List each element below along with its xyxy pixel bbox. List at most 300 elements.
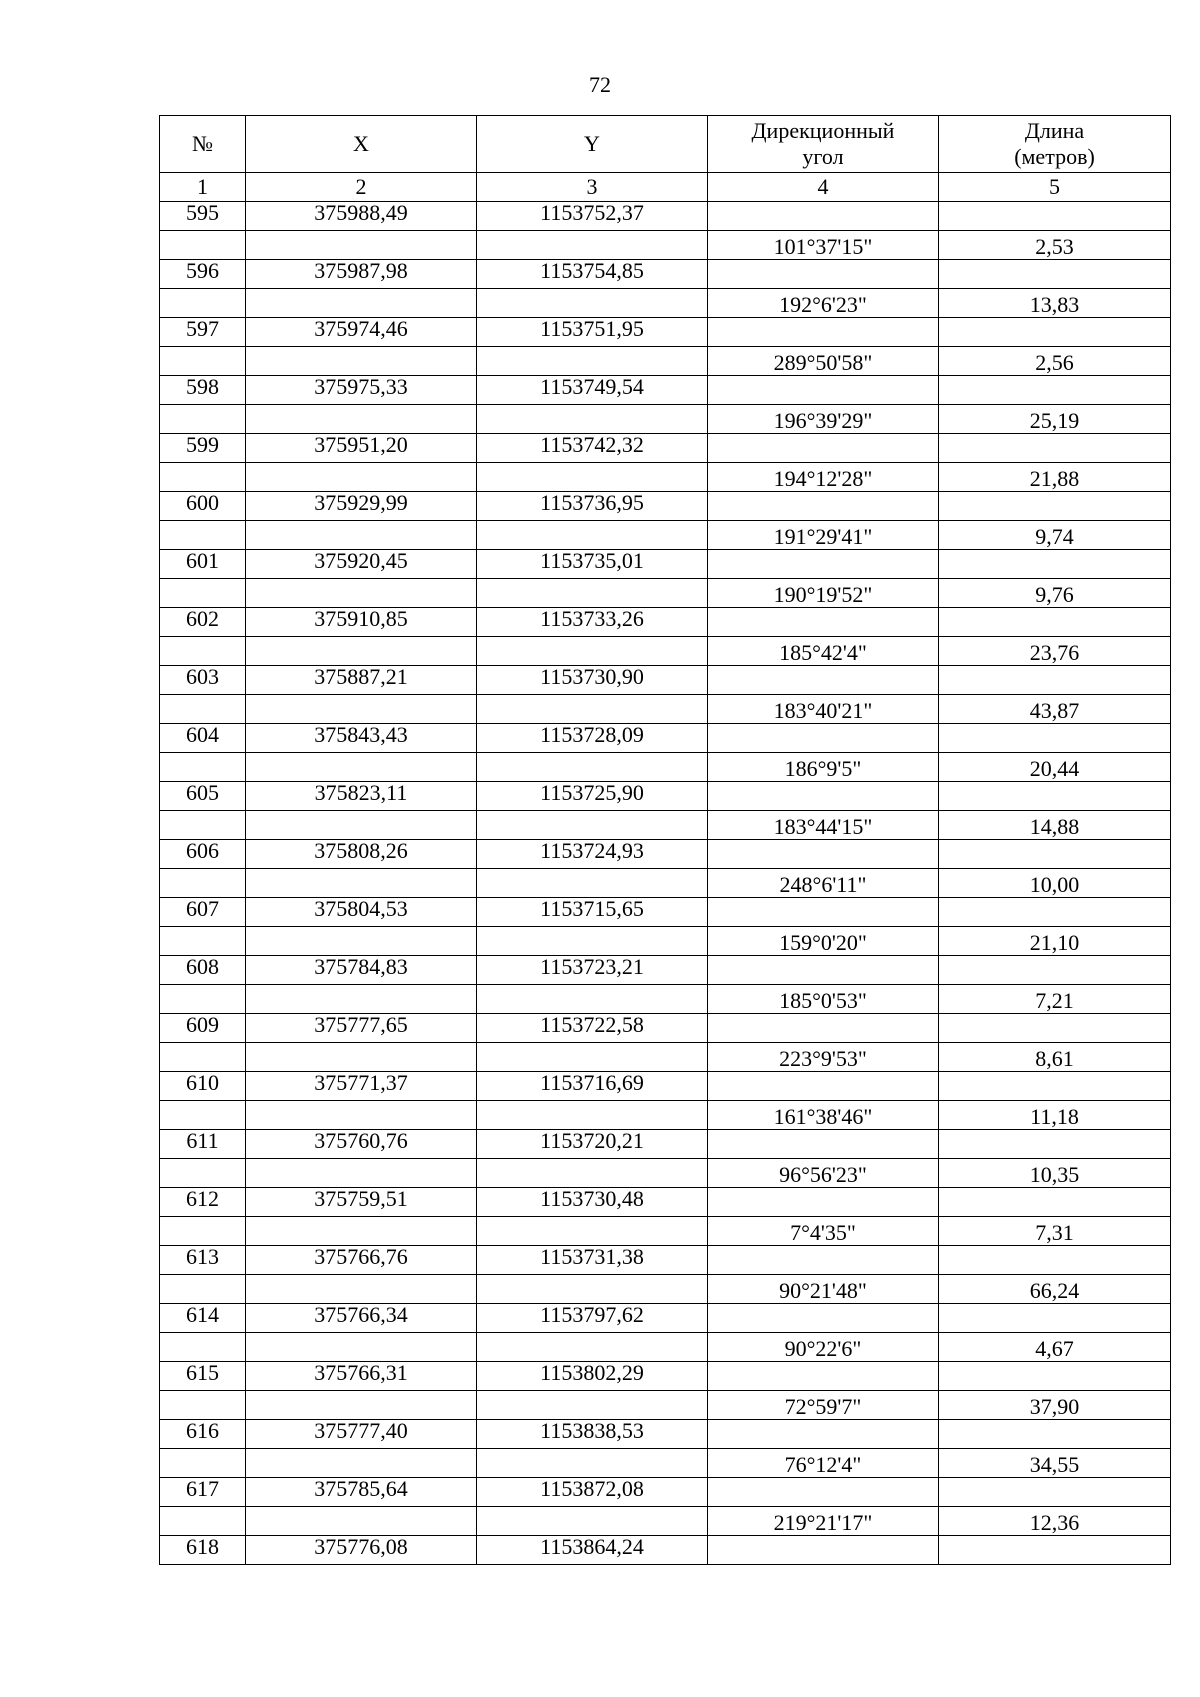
- length-cell: 9,76: [939, 579, 1171, 608]
- segment-row: [160, 1507, 1171, 1536]
- point-number-cell: [160, 463, 246, 492]
- point-number-cell: [160, 927, 246, 956]
- point-number-cell: 607: [160, 898, 246, 927]
- x-coordinate-cell: [246, 521, 477, 550]
- point-number-cell: 611: [160, 1130, 246, 1159]
- point-number-cell: [160, 579, 246, 608]
- x-coordinate-cell: 375784,83: [246, 956, 477, 985]
- direction-angle-cell: 90°22'6": [708, 1333, 939, 1362]
- point-row: [160, 1188, 1171, 1217]
- length-cell: 21,10: [939, 927, 1171, 956]
- segment-row: [160, 1101, 1171, 1130]
- length-cell: [939, 1304, 1171, 1333]
- length-cell: 14,88: [939, 811, 1171, 840]
- length-cell: [939, 202, 1171, 231]
- length-cell: [939, 1420, 1171, 1449]
- direction-angle-cell: [708, 956, 939, 985]
- table-body: [160, 202, 1171, 1565]
- direction-angle-cell: [708, 202, 939, 231]
- column-number: 4: [708, 173, 939, 202]
- point-number-cell: [160, 637, 246, 666]
- column-number: 2: [246, 173, 477, 202]
- point-number-cell: 597: [160, 318, 246, 347]
- length-cell: 12,36: [939, 1507, 1171, 1536]
- point-number-cell: [160, 289, 246, 318]
- y-coordinate-cell: [477, 985, 708, 1014]
- direction-angle-cell: 183°44'15": [708, 811, 939, 840]
- direction-angle-cell: [708, 1188, 939, 1217]
- length-cell: [939, 1072, 1171, 1101]
- length-cell: 23,76: [939, 637, 1171, 666]
- x-coordinate-cell: [246, 1159, 477, 1188]
- x-coordinate-cell: [246, 1449, 477, 1478]
- point-number-cell: [160, 869, 246, 898]
- y-coordinate-cell: 1153749,54: [477, 376, 708, 405]
- x-coordinate-cell: [246, 579, 477, 608]
- column-number: 5: [939, 173, 1171, 202]
- point-number-cell: 613: [160, 1246, 246, 1275]
- x-coordinate-cell: [246, 811, 477, 840]
- y-coordinate-cell: [477, 1101, 708, 1130]
- point-number-cell: 614: [160, 1304, 246, 1333]
- header-length: [939, 116, 1171, 173]
- point-row: [160, 840, 1171, 869]
- point-row: [160, 260, 1171, 289]
- x-coordinate-cell: 375766,34: [246, 1304, 477, 1333]
- segment-row: [160, 1275, 1171, 1304]
- point-row: [160, 1478, 1171, 1507]
- point-number-cell: [160, 405, 246, 434]
- length-cell: [939, 1188, 1171, 1217]
- x-coordinate-cell: 375988,49: [246, 202, 477, 231]
- x-coordinate-cell: [246, 869, 477, 898]
- point-row: [160, 1362, 1171, 1391]
- x-coordinate-cell: [246, 1333, 477, 1362]
- length-cell: [939, 492, 1171, 521]
- segment-row: [160, 405, 1171, 434]
- direction-angle-cell: 248°6'11": [708, 869, 939, 898]
- length-cell: 10,00: [939, 869, 1171, 898]
- segment-row: [160, 753, 1171, 782]
- header-number: №: [160, 116, 246, 173]
- point-row: [160, 1072, 1171, 1101]
- column-number: 1: [160, 173, 246, 202]
- y-coordinate-cell: 1153797,62: [477, 1304, 708, 1333]
- x-coordinate-cell: 375759,51: [246, 1188, 477, 1217]
- direction-angle-cell: 196°39'29": [708, 405, 939, 434]
- point-row: [160, 1130, 1171, 1159]
- y-coordinate-cell: 1153725,90: [477, 782, 708, 811]
- header-x: X: [246, 116, 477, 173]
- y-coordinate-cell: 1153751,95: [477, 318, 708, 347]
- x-coordinate-cell: 375776,08: [246, 1536, 477, 1565]
- coordinates-table: [159, 115, 1171, 1565]
- point-number-cell: [160, 1275, 246, 1304]
- y-coordinate-cell: [477, 289, 708, 318]
- y-coordinate-cell: 1153736,95: [477, 492, 708, 521]
- point-number-cell: [160, 1391, 246, 1420]
- length-cell: 10,35: [939, 1159, 1171, 1188]
- point-row: [160, 782, 1171, 811]
- length-cell: 2,56: [939, 347, 1171, 376]
- column-number-row: [160, 173, 1171, 202]
- x-coordinate-cell: [246, 985, 477, 1014]
- length-cell: [939, 318, 1171, 347]
- direction-angle-cell: [708, 550, 939, 579]
- point-number-cell: 609: [160, 1014, 246, 1043]
- x-coordinate-cell: [246, 1217, 477, 1246]
- x-coordinate-cell: [246, 463, 477, 492]
- length-cell: [939, 1130, 1171, 1159]
- x-coordinate-cell: 375929,99: [246, 492, 477, 521]
- direction-angle-cell: 72°59'7": [708, 1391, 939, 1420]
- x-coordinate-cell: [246, 405, 477, 434]
- direction-angle-cell: [708, 1362, 939, 1391]
- point-number-cell: 599: [160, 434, 246, 463]
- segment-row: [160, 811, 1171, 840]
- y-coordinate-cell: [477, 347, 708, 376]
- direction-angle-cell: [708, 666, 939, 695]
- x-coordinate-cell: 375760,76: [246, 1130, 477, 1159]
- point-row: [160, 318, 1171, 347]
- length-cell: 34,55: [939, 1449, 1171, 1478]
- segment-row: [160, 463, 1171, 492]
- length-cell: [939, 260, 1171, 289]
- direction-angle-cell: [708, 434, 939, 463]
- direction-angle-cell: [708, 1536, 939, 1565]
- length-cell: [939, 956, 1171, 985]
- point-number-cell: 605: [160, 782, 246, 811]
- header-y: Y: [477, 116, 708, 173]
- direction-angle-cell: 192°6'23": [708, 289, 939, 318]
- length-cell: 25,19: [939, 405, 1171, 434]
- length-cell: 2,53: [939, 231, 1171, 260]
- direction-angle-cell: 185°42'4": [708, 637, 939, 666]
- point-row: [160, 434, 1171, 463]
- point-number-cell: 617: [160, 1478, 246, 1507]
- x-coordinate-cell: 375823,11: [246, 782, 477, 811]
- point-number-cell: [160, 985, 246, 1014]
- y-coordinate-cell: 1153752,37: [477, 202, 708, 231]
- direction-angle-cell: 7°4'35": [708, 1217, 939, 1246]
- y-coordinate-cell: 1153731,38: [477, 1246, 708, 1275]
- segment-row: [160, 289, 1171, 318]
- y-coordinate-cell: [477, 695, 708, 724]
- length-cell: [939, 782, 1171, 811]
- length-cell: [939, 724, 1171, 753]
- direction-angle-cell: 186°9'5": [708, 753, 939, 782]
- point-row: [160, 492, 1171, 521]
- point-number-cell: 596: [160, 260, 246, 289]
- direction-angle-cell: [708, 608, 939, 637]
- x-coordinate-cell: 375887,21: [246, 666, 477, 695]
- length-cell: 21,88: [939, 463, 1171, 492]
- segment-row: [160, 1217, 1171, 1246]
- length-cell: [939, 898, 1171, 927]
- point-number-cell: 600: [160, 492, 246, 521]
- segment-row: [160, 1333, 1171, 1362]
- x-coordinate-cell: 375808,26: [246, 840, 477, 869]
- x-coordinate-cell: [246, 289, 477, 318]
- segment-row: [160, 521, 1171, 550]
- direction-angle-cell: 289°50'58": [708, 347, 939, 376]
- length-cell: [939, 1246, 1171, 1275]
- y-coordinate-cell: [477, 1275, 708, 1304]
- segment-row: [160, 231, 1171, 260]
- point-number-cell: 615: [160, 1362, 246, 1391]
- length-cell: 7,31: [939, 1217, 1171, 1246]
- point-number-cell: 595: [160, 202, 246, 231]
- x-coordinate-cell: [246, 1391, 477, 1420]
- page-number: 72: [589, 72, 611, 97]
- length-cell: 9,74: [939, 521, 1171, 550]
- x-coordinate-cell: 375777,40: [246, 1420, 477, 1449]
- y-coordinate-cell: 1153733,26: [477, 608, 708, 637]
- y-coordinate-cell: 1153742,32: [477, 434, 708, 463]
- y-coordinate-cell: 1153723,21: [477, 956, 708, 985]
- point-number-cell: 604: [160, 724, 246, 753]
- segment-row: [160, 869, 1171, 898]
- direction-angle-cell: [708, 376, 939, 405]
- direction-angle-cell: 101°37'15": [708, 231, 939, 260]
- direction-angle-cell: 190°19'52": [708, 579, 939, 608]
- length-cell: 8,61: [939, 1043, 1171, 1072]
- y-coordinate-cell: [477, 1217, 708, 1246]
- direction-angle-cell: [708, 492, 939, 521]
- direction-angle-cell: [708, 1420, 939, 1449]
- point-number-cell: [160, 521, 246, 550]
- direction-angle-cell: 90°21'48": [708, 1275, 939, 1304]
- point-number-cell: [160, 1101, 246, 1130]
- direction-angle-cell: [708, 782, 939, 811]
- segment-row: [160, 1159, 1171, 1188]
- x-coordinate-cell: 375785,64: [246, 1478, 477, 1507]
- direction-angle-cell: [708, 1130, 939, 1159]
- point-row: [160, 608, 1171, 637]
- length-cell: 4,67: [939, 1333, 1171, 1362]
- direction-angle-cell: [708, 318, 939, 347]
- direction-angle-cell: 76°12'4": [708, 1449, 939, 1478]
- length-cell: [939, 1014, 1171, 1043]
- length-cell: 37,90: [939, 1391, 1171, 1420]
- y-coordinate-cell: 1153716,69: [477, 1072, 708, 1101]
- point-number-cell: 602: [160, 608, 246, 637]
- y-coordinate-cell: 1153838,53: [477, 1420, 708, 1449]
- point-row: [160, 1246, 1171, 1275]
- direction-angle-cell: [708, 1304, 939, 1333]
- x-coordinate-cell: [246, 1275, 477, 1304]
- x-coordinate-cell: 375920,45: [246, 550, 477, 579]
- x-coordinate-cell: 375843,43: [246, 724, 477, 753]
- y-coordinate-cell: [477, 579, 708, 608]
- direction-angle-cell: [708, 898, 939, 927]
- header-angle-line2: угол: [802, 144, 844, 169]
- y-coordinate-cell: [477, 927, 708, 956]
- point-number-cell: 612: [160, 1188, 246, 1217]
- length-cell: [939, 550, 1171, 579]
- x-coordinate-cell: [246, 753, 477, 782]
- y-coordinate-cell: [477, 1043, 708, 1072]
- y-coordinate-cell: [477, 1391, 708, 1420]
- y-coordinate-cell: [477, 753, 708, 782]
- length-cell: [939, 434, 1171, 463]
- y-coordinate-cell: [477, 1449, 708, 1478]
- point-number-cell: [160, 811, 246, 840]
- point-row: [160, 1014, 1171, 1043]
- segment-row: [160, 1391, 1171, 1420]
- x-coordinate-cell: [246, 927, 477, 956]
- y-coordinate-cell: [477, 637, 708, 666]
- x-coordinate-cell: [246, 347, 477, 376]
- column-number: 3: [477, 173, 708, 202]
- point-number-cell: 603: [160, 666, 246, 695]
- segment-row: [160, 347, 1171, 376]
- point-row: [160, 724, 1171, 753]
- length-cell: [939, 608, 1171, 637]
- point-row: [160, 666, 1171, 695]
- direction-angle-cell: [708, 1072, 939, 1101]
- direction-angle-cell: 185°0'53": [708, 985, 939, 1014]
- point-row: [160, 1420, 1171, 1449]
- x-coordinate-cell: [246, 1101, 477, 1130]
- point-row: [160, 550, 1171, 579]
- direction-angle-cell: 223°9'53": [708, 1043, 939, 1072]
- direction-angle-cell: 191°29'41": [708, 521, 939, 550]
- point-number-cell: 618: [160, 1536, 246, 1565]
- y-coordinate-cell: 1153720,21: [477, 1130, 708, 1159]
- y-coordinate-cell: [477, 463, 708, 492]
- length-cell: [939, 666, 1171, 695]
- y-coordinate-cell: [477, 811, 708, 840]
- x-coordinate-cell: 375910,85: [246, 608, 477, 637]
- header-length-line2: (метров): [1014, 144, 1095, 169]
- x-coordinate-cell: 375771,37: [246, 1072, 477, 1101]
- length-cell: 43,87: [939, 695, 1171, 724]
- header-row: [160, 116, 1171, 173]
- point-number-cell: 616: [160, 1420, 246, 1449]
- header-angle-line1: Дирекционный: [751, 118, 895, 143]
- segment-row: [160, 637, 1171, 666]
- point-number-cell: 610: [160, 1072, 246, 1101]
- length-cell: 20,44: [939, 753, 1171, 782]
- x-coordinate-cell: 375987,98: [246, 260, 477, 289]
- header-angle: [708, 116, 939, 173]
- point-number-cell: [160, 231, 246, 260]
- y-coordinate-cell: 1153724,93: [477, 840, 708, 869]
- segment-row: [160, 985, 1171, 1014]
- y-coordinate-cell: 1153715,65: [477, 898, 708, 927]
- direction-angle-cell: [708, 840, 939, 869]
- length-cell: [939, 1536, 1171, 1565]
- point-number-cell: [160, 1217, 246, 1246]
- length-cell: 13,83: [939, 289, 1171, 318]
- length-cell: 11,18: [939, 1101, 1171, 1130]
- x-coordinate-cell: [246, 1043, 477, 1072]
- point-number-cell: [160, 1159, 246, 1188]
- segment-row: [160, 695, 1171, 724]
- segment-row: [160, 1449, 1171, 1478]
- x-coordinate-cell: 375766,76: [246, 1246, 477, 1275]
- direction-angle-cell: [708, 1478, 939, 1507]
- point-number-cell: 606: [160, 840, 246, 869]
- y-coordinate-cell: 1153730,90: [477, 666, 708, 695]
- x-coordinate-cell: 375951,20: [246, 434, 477, 463]
- point-number-cell: [160, 695, 246, 724]
- header-length-line1: Длина: [1024, 118, 1085, 143]
- point-number-cell: [160, 1043, 246, 1072]
- length-cell: [939, 1478, 1171, 1507]
- direction-angle-cell: [708, 1014, 939, 1043]
- y-coordinate-cell: 1153735,01: [477, 550, 708, 579]
- point-row: [160, 1304, 1171, 1333]
- segment-row: [160, 1043, 1171, 1072]
- x-coordinate-cell: [246, 637, 477, 666]
- point-number-cell: 598: [160, 376, 246, 405]
- x-coordinate-cell: 375975,33: [246, 376, 477, 405]
- y-coordinate-cell: 1153872,08: [477, 1478, 708, 1507]
- x-coordinate-cell: [246, 231, 477, 260]
- y-coordinate-cell: 1153728,09: [477, 724, 708, 753]
- direction-angle-cell: [708, 1246, 939, 1275]
- point-number-cell: 608: [160, 956, 246, 985]
- segment-row: [160, 579, 1171, 608]
- y-coordinate-cell: 1153864,24: [477, 1536, 708, 1565]
- point-row: [160, 1536, 1171, 1565]
- direction-angle-cell: 96°56'23": [708, 1159, 939, 1188]
- direction-angle-cell: 159°0'20": [708, 927, 939, 956]
- point-row: [160, 898, 1171, 927]
- y-coordinate-cell: 1153754,85: [477, 260, 708, 289]
- segment-row: [160, 927, 1171, 956]
- length-cell: [939, 840, 1171, 869]
- y-coordinate-cell: 1153802,29: [477, 1362, 708, 1391]
- direction-angle-cell: 219°21'17": [708, 1507, 939, 1536]
- length-cell: [939, 1362, 1171, 1391]
- x-coordinate-cell: 375804,53: [246, 898, 477, 927]
- y-coordinate-cell: [477, 521, 708, 550]
- y-coordinate-cell: [477, 231, 708, 260]
- point-number-cell: [160, 1507, 246, 1536]
- direction-angle-cell: 183°40'21": [708, 695, 939, 724]
- direction-angle-cell: [708, 260, 939, 289]
- y-coordinate-cell: 1153730,48: [477, 1188, 708, 1217]
- point-number-cell: [160, 1333, 246, 1362]
- point-number-cell: 601: [160, 550, 246, 579]
- y-coordinate-cell: [477, 1159, 708, 1188]
- y-coordinate-cell: 1153722,58: [477, 1014, 708, 1043]
- length-cell: 7,21: [939, 985, 1171, 1014]
- direction-angle-cell: 161°38'46": [708, 1101, 939, 1130]
- x-coordinate-cell: 375777,65: [246, 1014, 477, 1043]
- y-coordinate-cell: [477, 1507, 708, 1536]
- length-cell: 66,24: [939, 1275, 1171, 1304]
- x-coordinate-cell: 375974,46: [246, 318, 477, 347]
- y-coordinate-cell: [477, 869, 708, 898]
- direction-angle-cell: 194°12'28": [708, 463, 939, 492]
- point-row: [160, 956, 1171, 985]
- length-cell: [939, 376, 1171, 405]
- x-coordinate-cell: [246, 695, 477, 724]
- point-number-cell: [160, 1449, 246, 1478]
- y-coordinate-cell: [477, 405, 708, 434]
- y-coordinate-cell: [477, 1333, 708, 1362]
- point-row: [160, 376, 1171, 405]
- point-number-cell: [160, 347, 246, 376]
- point-row: [160, 202, 1171, 231]
- x-coordinate-cell: 375766,31: [246, 1362, 477, 1391]
- direction-angle-cell: [708, 724, 939, 753]
- point-number-cell: [160, 753, 246, 782]
